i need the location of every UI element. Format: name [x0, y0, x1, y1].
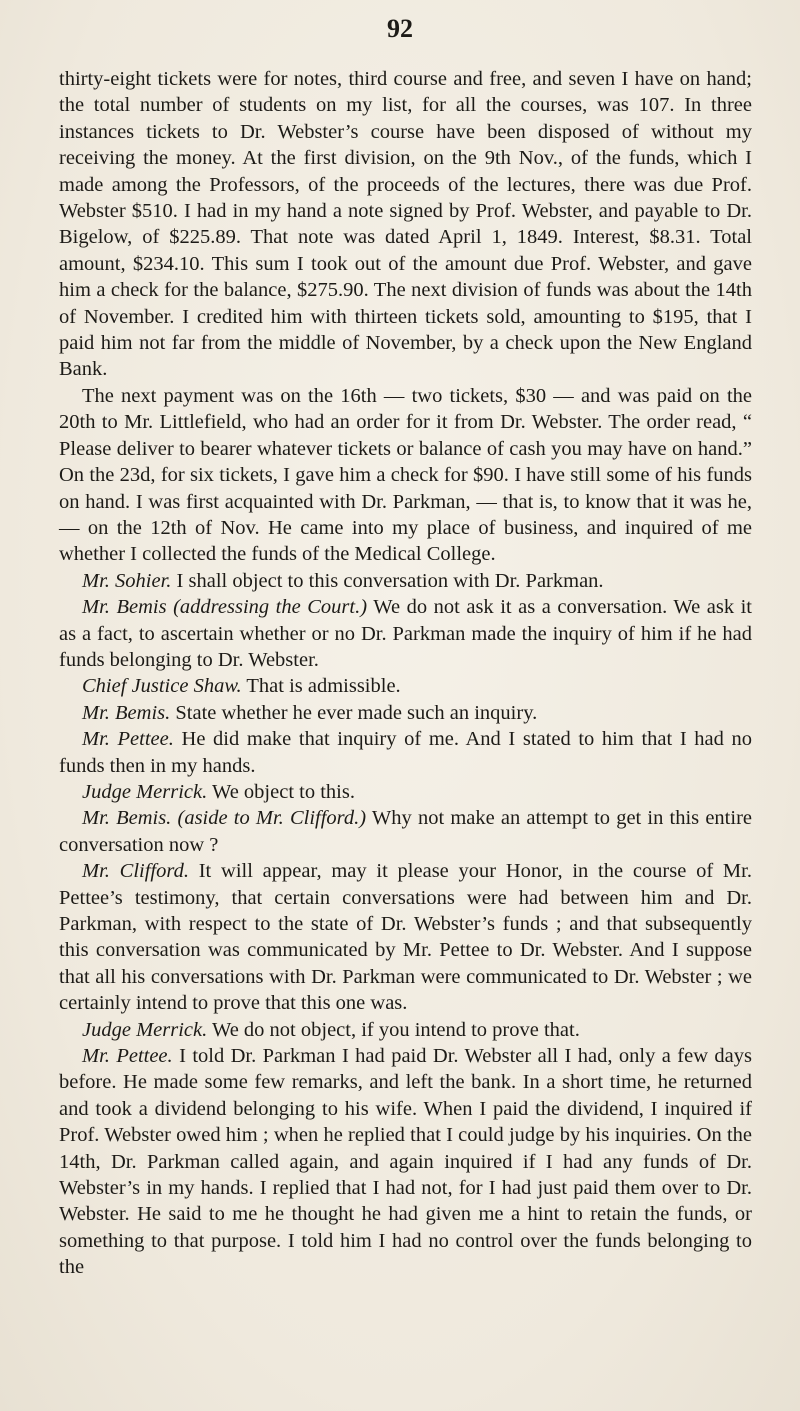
paragraph-p1 — [59, 66, 752, 383]
paragraph-text: The next payment was on the 16th — two tickets, $30 — and was paid on the 20th to Mr. Littlefield, who had an order for it from Dr. Webster. The order read, “ Please deliver to bearer whatever tickets or balance of cash you may have on hand.” On the 23d, for six tickets, I gave him a check for $90. I have still some of his funds on hand. I was first acquainted with Dr. Parkman, — that is, to know that it was he, — on the 12th of Nov. He came into my place of business, and inquired of me whether I collected the funds of the Medical College. — [59, 384, 752, 566]
page-body — [59, 66, 752, 1281]
paragraph-text: Why not make an attempt to get in this entire conversation now ? — [59, 807, 752, 856]
paragraph-p10 — [59, 858, 752, 1016]
paragraph-p5 — [59, 673, 752, 699]
speaker-name: Mr. Bemis. — [82, 701, 171, 724]
paragraph-p7 — [59, 726, 752, 779]
paragraph-p12 — [59, 1043, 752, 1281]
paragraph-text: I told Dr. Parkman I had paid Dr. Webster all I had, only a few days before. He made some few remarks, and left the bank. In a short time, he returned and took a dividend belonging to his wife. When I paid the dividend, I inquired if Prof. Webster owed him ; when he replied that I could judge by his inquiries. On the 14th, Dr. Parkman called again, and again inquired if I had any funds of Dr. Webster’s in my hands. I replied that I had not, for I had just paid them over to Dr. Webster. He said to me he thought he had given me a hint to retain the funds, or something to that purpose. I told him I had no control over the funds belonging to the — [59, 1045, 752, 1279]
speaker-name: Mr. Bemis. — [82, 807, 172, 830]
paragraph-text: thirty-eight tickets were for notes, third course and free, and seven I have on hand; the total number of students on my list, for all the courses, was 107. In three instances tickets to Dr. Webster’s course have been disposed of without my receiving the money. At the first division, on the 9th Nov., of the funds, which I made among the Professors, of the proceeds of the lectures, there was due Prof. Webster $510. I had in my hand a note signed by Prof. Webster, and payable to Dr. Bigelow, of $225.89. That note was dated April 1, 1849. Interest, $8.31. Total amount, $234.10. This sum I took out of the amount due Prof. Webster, and gave him a check for the balance, $275.90. The next division of funds was about the 14th of November. I credited him with thirteen tickets sold, amounting to $195, that I paid him not far from the middle of November, by a check upon the New England Bank. — [59, 68, 752, 381]
paragraph-p11 — [59, 1017, 752, 1043]
paragraph-text: We object to this. — [212, 780, 355, 803]
paragraph-p3 — [59, 568, 752, 594]
paragraph-text: We do not ask it as a conversation. We ask it as a fact, to ascertain whether or no Dr. Parkman made the inquiry of him if he had funds belonging to Dr. Webster. — [59, 596, 753, 671]
page-number: 92 — [387, 14, 413, 43]
speaker-name: Chief Justice Shaw. — [82, 675, 242, 698]
paragraph-text: We do not object, if you intend to prove that. — [212, 1018, 580, 1041]
stage-direction: (addressing the Court.) — [173, 596, 368, 619]
paragraph-p8 — [59, 779, 752, 805]
paragraph-text: That is admissible. — [246, 675, 401, 698]
paragraph-text: He did make that inquiry of me. And I stated to him that I had no funds then in my hands. — [59, 728, 753, 777]
speaker-name: Mr. Pettee. — [82, 728, 174, 751]
paragraph-p9 — [59, 805, 752, 858]
paragraph-p6 — [59, 700, 752, 726]
paragraph-p4 — [59, 594, 752, 673]
speaker-name: Mr. Bemis — [82, 596, 167, 619]
paragraph-text: State whether he ever made such an inquiry. — [175, 701, 538, 724]
stage-direction: (aside to Mr. Clifford.) — [177, 807, 367, 830]
paragraph-p2 — [59, 383, 752, 568]
speaker-name: Mr. Clifford. — [82, 860, 189, 883]
speaker-name: Judge Merrick. — [82, 1018, 208, 1041]
speaker-name: Judge Merrick. — [82, 780, 208, 803]
paragraph-text: It will appear, may it please your Honor, in the course of Mr. Pettee’s testimony, that certain conversations were had between him and Dr. Parkman, with respect to the state of Dr. Webster’s funds ; and that subsequently this conversation was communicated by Mr. Pettee to Dr. Webster. And I suppose that all his conversations with Dr. Parkman were communicated to Dr. Webster ; we certainly intend to prove that this one was. — [59, 860, 752, 1015]
speaker-name: Mr. Pettee. — [82, 1045, 173, 1068]
speaker-name: Mr. Sohier. — [82, 569, 172, 592]
paragraph-text: I shall object to this conversation with Dr. Parkman. — [176, 569, 604, 592]
